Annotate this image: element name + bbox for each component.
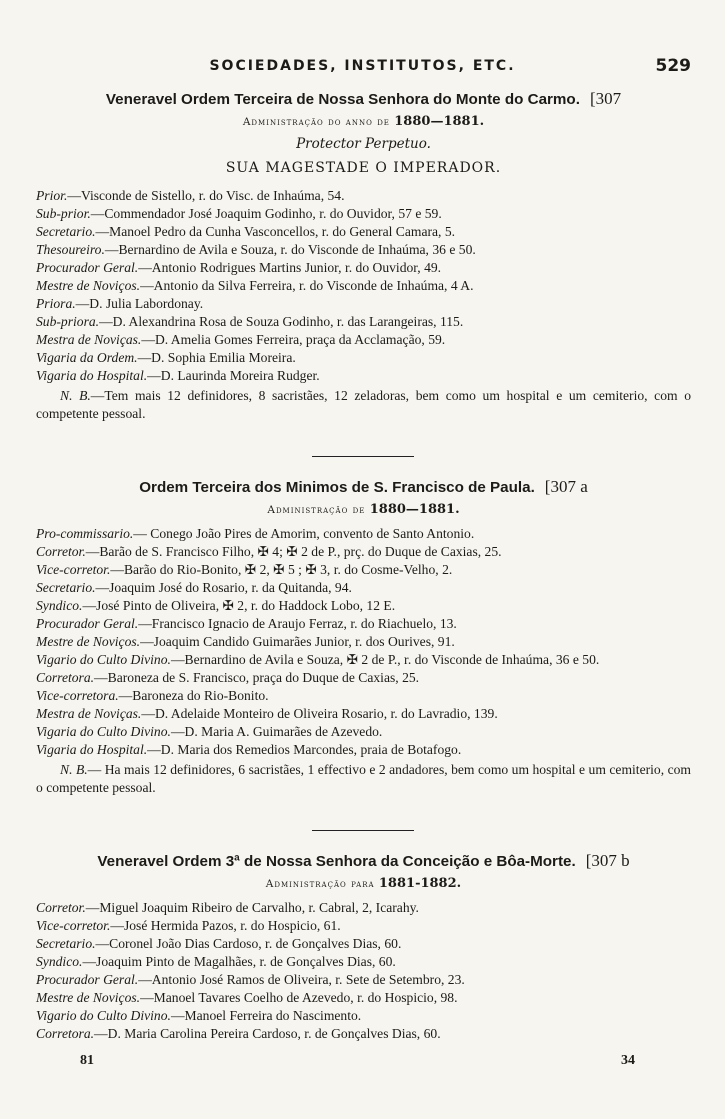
entry-role: Secretario. bbox=[36, 224, 96, 239]
entry-role: Vigaria do Culto Divino. bbox=[36, 724, 171, 739]
note-text: — Ha mais 12 definidores, 6 sacristães, 1 effectivo e 2 andadores, bem como um hospital e um cemiterio, com o competente pessoal. bbox=[36, 762, 691, 795]
entry-role: Vigario do Culto Divino. bbox=[36, 1008, 171, 1023]
protector-name: SUA MAGESTADE O IMPERADOR. bbox=[225, 160, 502, 176]
entry-role: Vigario do Culto Divino. bbox=[36, 652, 171, 667]
entry-row bbox=[36, 331, 691, 349]
entry-role: Vice-corretor. bbox=[36, 562, 111, 577]
note bbox=[36, 387, 691, 423]
entry-row bbox=[36, 277, 691, 295]
entry-role: Vigaria do Hospital. bbox=[36, 742, 148, 757]
entry-text: —Antonio Rodrigues Martins Junior, r. do Ouvidor, 49. bbox=[138, 260, 442, 275]
entry-text: —Antonio José Ramos de Oliveira, r. Sete de Setembro, 23. bbox=[138, 972, 465, 987]
entry-row bbox=[36, 525, 691, 543]
section-title-text: Veneravel Ordem 3ª de Nossa Senhora da Conceição e Bôa-Morte. bbox=[97, 853, 576, 870]
entry-text: —Miguel Joaquim Ribeiro de Carvalho, r. Cabral, 2, Icarahy. bbox=[85, 900, 419, 915]
admin-years: 1880—1881. bbox=[369, 502, 460, 517]
entry-row bbox=[36, 295, 691, 313]
entry-text: —Coronel João Dias Cardoso, r. de Gonçalves Dias, 60. bbox=[95, 936, 402, 951]
administration-line bbox=[36, 873, 691, 895]
entry-row bbox=[36, 1025, 691, 1043]
entry-text: —Manoel Tavares Coelho de Azevedo, r. do Hospicio, 98. bbox=[140, 990, 458, 1005]
entry-role: Syndico. bbox=[36, 954, 83, 969]
entry-text: —Francisco Ignacio de Araujo Ferraz, r. do Riachuelo, 13. bbox=[138, 616, 457, 631]
admin-prefix: Administração de bbox=[267, 504, 366, 516]
entry-text: —Joaquim Candido Guimarães Junior, r. dos Ourives, 91. bbox=[140, 634, 455, 649]
entry-role: Thesoureiro. bbox=[36, 242, 105, 257]
entry-role: Procurador Geral. bbox=[36, 616, 139, 631]
entry-text: —Commendador José Joaquim Godinho, r. do Ouvidor, 57 e 59. bbox=[90, 206, 442, 221]
entry-text: —D. Maria A. Guimarães de Azevedo. bbox=[170, 724, 383, 739]
section-ref: [307 b bbox=[585, 851, 630, 870]
section-divider bbox=[312, 456, 414, 457]
entry-text: —D. Maria dos Remedios Marcondes, praia de Botafogo. bbox=[147, 742, 462, 757]
entry-role: Corretor. bbox=[36, 900, 86, 915]
entry-text: —Bernardino de Avila e Souza, r. do Visconde de Inhaúma, 36 e 50. bbox=[104, 242, 476, 257]
entry-role: Vice-corretora. bbox=[36, 688, 119, 703]
entry-list bbox=[36, 187, 691, 385]
entry-text: —Baroneza do Rio-Bonito. bbox=[118, 688, 269, 703]
administration-line bbox=[36, 111, 691, 133]
entry-role: Pro-commissario. bbox=[36, 526, 134, 541]
entry-role: Sub-priora. bbox=[36, 314, 100, 329]
entry-text: —Baroneza de S. Francisco, praça do Duque de Caxias, 25. bbox=[94, 670, 420, 685]
entry-row bbox=[36, 205, 691, 223]
entry-text: —Manoel Ferreira do Nascimento. bbox=[170, 1008, 362, 1023]
entry-row bbox=[36, 633, 691, 651]
entry-text: —Joaquim Pinto de Magalhães, r. de Gonçalves Dias, 60. bbox=[82, 954, 396, 969]
entry-text: —D. Julia Labordonay. bbox=[75, 296, 204, 311]
entry-text: —D. Laurinda Moreira Rudger. bbox=[147, 368, 320, 383]
entry-row bbox=[36, 935, 691, 953]
entry-row bbox=[36, 899, 691, 917]
entry-role: Corretor. bbox=[36, 544, 86, 559]
entry-role: Procurador Geral. bbox=[36, 972, 139, 987]
admin-prefix: Administração do anno de bbox=[242, 116, 390, 128]
entry-row bbox=[36, 615, 691, 633]
entry-row bbox=[36, 349, 691, 367]
entry-row bbox=[36, 669, 691, 687]
entry-row bbox=[36, 953, 691, 971]
note-text: —Tem mais 12 definidores, 8 sacristães, 12 zeladoras, bem como um hospital e um cemiterio, com o competente pessoal. bbox=[36, 388, 691, 421]
entry-row bbox=[36, 223, 691, 241]
page-number: 529 bbox=[655, 56, 691, 76]
entry-text: —Joaquim José do Rosario, r. da Quitanda, 94. bbox=[95, 580, 352, 595]
footer-signature-left: 81 bbox=[80, 1053, 94, 1068]
entry-role: Mestra de Noviças. bbox=[36, 706, 142, 721]
entry-role: Vice-corretor. bbox=[36, 918, 111, 933]
section-divider bbox=[312, 830, 414, 831]
entry-text: —Barão de S. Francisco Filho, ✠ 4; ✠ 2 de P., prç. do Duque de Caxias, 25. bbox=[85, 544, 502, 559]
entry-role: Secretario. bbox=[36, 936, 96, 951]
entry-row bbox=[36, 187, 691, 205]
entry-row bbox=[36, 597, 691, 615]
entry-row bbox=[36, 723, 691, 741]
entry-text: —Manoel Pedro da Cunha Vasconcellos, r. do General Camara, 5. bbox=[95, 224, 456, 239]
entry-text: —D. Adelaide Monteiro de Oliveira Rosario, r. do Lavradio, 139. bbox=[141, 706, 498, 721]
entry-row bbox=[36, 259, 691, 277]
entry-row bbox=[36, 971, 691, 989]
entry-row bbox=[36, 989, 691, 1007]
entry-text: — Conego João Pires de Amorim, convento de Santo Antonio. bbox=[133, 526, 475, 541]
entry-role: Vigaria do Hospital. bbox=[36, 368, 148, 383]
section-carmo bbox=[36, 88, 691, 423]
entry-row bbox=[36, 1007, 691, 1025]
entry-text: —José Pinto de Oliveira, ✠ 2, r. do Haddock Lobo, 12 E. bbox=[82, 598, 396, 613]
entry-text: —Bernardino de Avila e Souza, ✠ 2 de P., r. do Visconde de Inhaúma, 36 e 50. bbox=[170, 652, 600, 667]
administration-line bbox=[36, 499, 691, 521]
entry-text: —Antonio da Silva Ferreira, r. do Visconde de Inhaúma, 4 A. bbox=[140, 278, 474, 293]
running-header: SOCIEDADES, INSTITUTOS, ETC. bbox=[209, 58, 516, 74]
page-footer bbox=[80, 1053, 635, 1069]
entry-text: —Barão do Rio-Bonito, ✠ 2, ✠ 5 ; ✠ 3, r. do Cosme-Velho, 2. bbox=[110, 562, 453, 577]
entry-role: Secretario. bbox=[36, 580, 96, 595]
entry-row bbox=[36, 687, 691, 705]
entry-text: —Visconde de Sistello, r. do Visc. de Inhaúma, 54. bbox=[67, 188, 345, 203]
entry-row bbox=[36, 313, 691, 331]
entry-role: Procurador Geral. bbox=[36, 260, 139, 275]
entry-text: —D. Amelia Gomes Ferreira, praça da Acclamação, 59. bbox=[141, 332, 446, 347]
entry-role: Mestre de Noviços. bbox=[36, 634, 141, 649]
entry-role: Mestre de Noviços. bbox=[36, 278, 141, 293]
entry-role: Syndico. bbox=[36, 598, 83, 613]
section-title bbox=[36, 88, 691, 111]
entry-role: Corretora. bbox=[36, 1026, 95, 1041]
entry-row bbox=[36, 705, 691, 723]
protector-label: Protector Perpetuo. bbox=[296, 136, 431, 152]
entry-list bbox=[36, 525, 691, 759]
footer-signature-right: 34 bbox=[621, 1053, 635, 1068]
entry-role: Priora. bbox=[36, 296, 76, 311]
section-minimos bbox=[36, 476, 691, 797]
entry-row bbox=[36, 651, 691, 669]
entry-role: Sub-prior. bbox=[36, 206, 91, 221]
entry-role: Vigaria da Ordem. bbox=[36, 350, 138, 365]
entry-row bbox=[36, 367, 691, 385]
section-title bbox=[36, 850, 691, 873]
entry-role: Corretora. bbox=[36, 670, 95, 685]
entry-row bbox=[36, 561, 691, 579]
note bbox=[36, 761, 691, 797]
admin-years: 1881-1882. bbox=[378, 876, 462, 891]
note-label: N. B. bbox=[60, 762, 88, 777]
admin-prefix: Administração para bbox=[265, 878, 375, 890]
entry-role: Mestre de Noviços. bbox=[36, 990, 141, 1005]
entry-role: Prior. bbox=[36, 188, 68, 203]
entry-text: —D. Sophia Emilia Moreira. bbox=[137, 350, 296, 365]
entry-text: —D. Maria Carolina Pereira Cardoso, r. de Gonçalves Dias, 60. bbox=[94, 1026, 441, 1041]
entry-row bbox=[36, 917, 691, 935]
entry-text: —D. Alexandrina Rosa de Souza Godinho, r. das Larangeiras, 115. bbox=[99, 314, 464, 329]
section-conceicao bbox=[36, 850, 691, 1043]
section-ref: [307 bbox=[589, 89, 622, 108]
entry-text: —José Hermida Pazos, r. do Hospicio, 61. bbox=[110, 918, 341, 933]
admin-years: 1880—1881. bbox=[394, 114, 485, 129]
entry-role: Mestra de Noviças. bbox=[36, 332, 142, 347]
entry-row bbox=[36, 241, 691, 259]
entry-row bbox=[36, 741, 691, 759]
entry-row bbox=[36, 579, 691, 597]
entry-list bbox=[36, 899, 691, 1043]
note-label: N. B. bbox=[60, 388, 91, 403]
section-ref: [307 a bbox=[544, 477, 588, 496]
entry-row bbox=[36, 543, 691, 561]
section-title-text: Ordem Terceira dos Minimos de S. Francisco de Paula. bbox=[139, 479, 535, 496]
section-title bbox=[36, 476, 691, 499]
section-title-text: Veneravel Ordem Terceira de Nossa Senhora do Monte do Carmo. bbox=[105, 91, 580, 108]
